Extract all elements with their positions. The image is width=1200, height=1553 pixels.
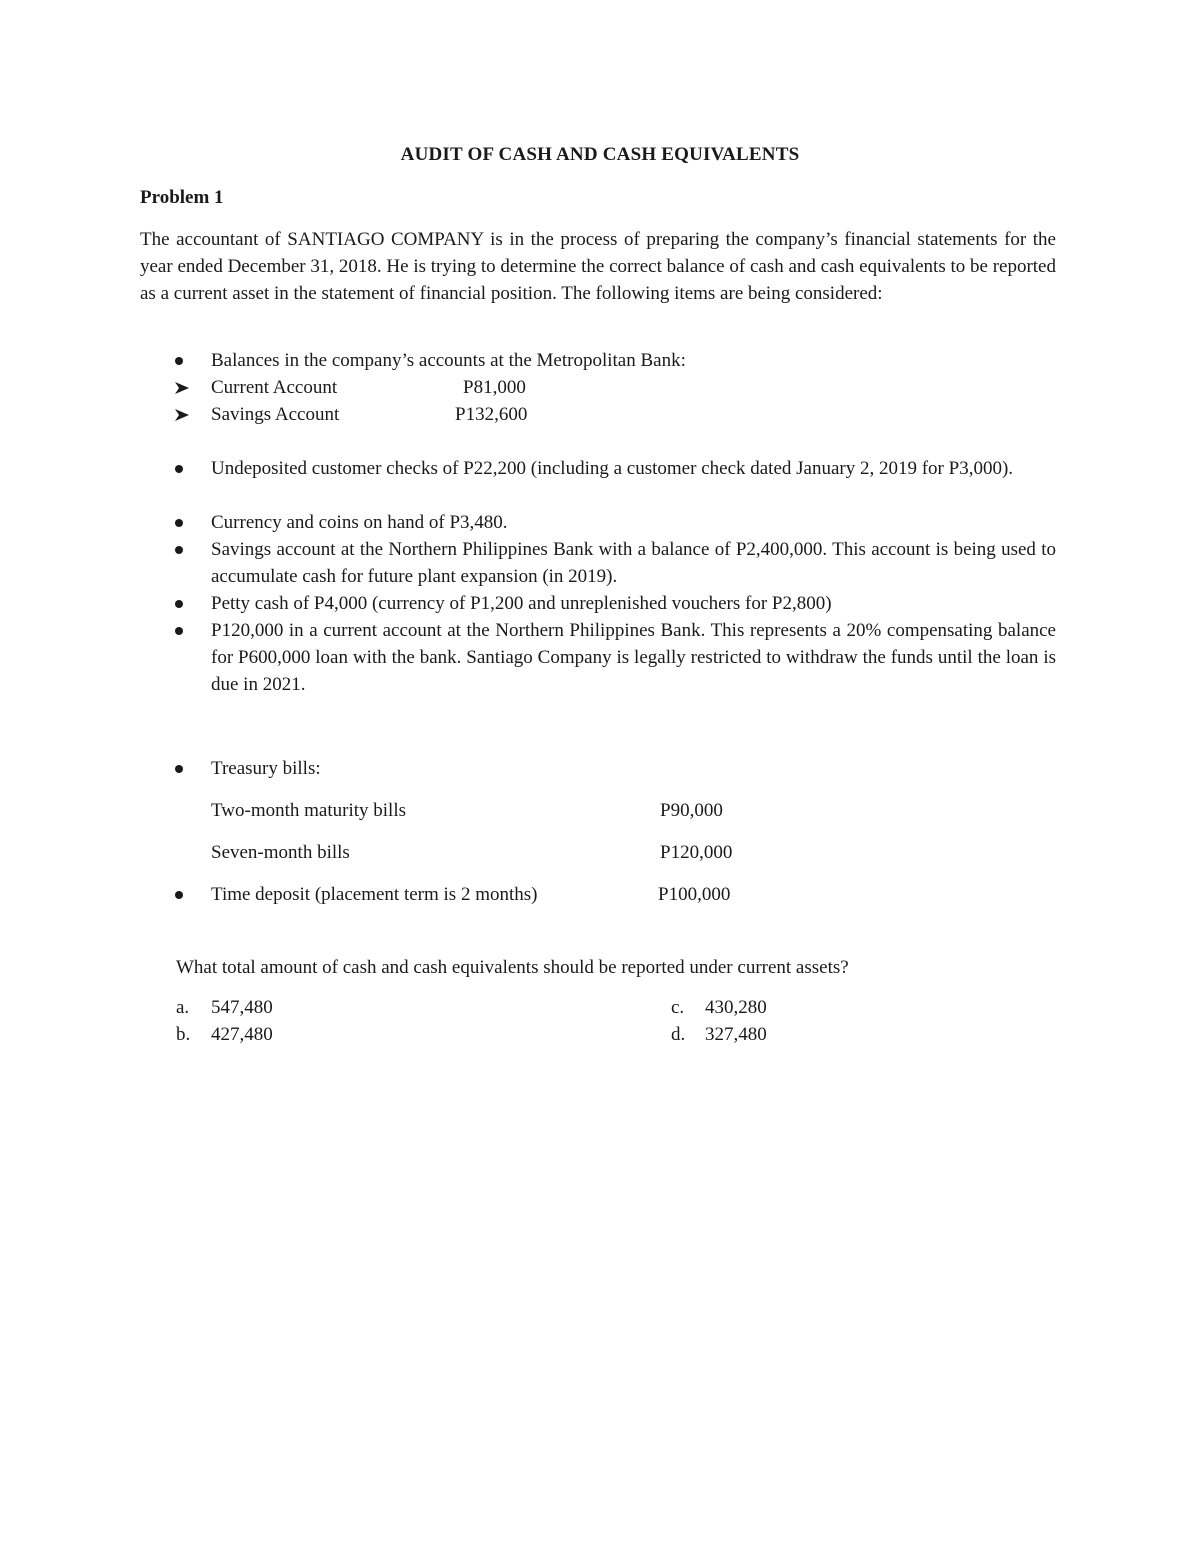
document-title: AUDIT OF CASH AND CASH EQUIVALENTS (400, 144, 800, 165)
bullet-icon (175, 600, 183, 608)
account-name: Savings Account (211, 404, 340, 425)
treasury-label: Treasury bills: (211, 758, 321, 779)
item-text: Savings account at the Northern Philippines Bank with a balance of P2,400,000. This account is being used to accumulate cash for future plant expansion (in 2019). (211, 539, 1056, 587)
bullet-icon (175, 546, 183, 554)
account-amount: P132,600 (455, 404, 528, 425)
item-text: Petty cash of P4,000 (currency of P1,200 and unreplenished vouchers for P2,800) (211, 593, 832, 614)
choice-row (0, 994, 1200, 1021)
list-item (0, 881, 1200, 908)
list-item (0, 590, 1200, 617)
time-deposit-amount: P100,000 (658, 884, 731, 905)
bill-amount: P120,000 (660, 842, 733, 863)
list-item (0, 755, 1200, 782)
metro-bank-label: Balances in the company’s accounts at the Metropolitan Bank: (211, 350, 686, 371)
account-name: Current Account (211, 377, 338, 398)
account-row (0, 401, 1200, 428)
choice-letter: c. (671, 997, 685, 1018)
choice-row (0, 1021, 1200, 1048)
bullet-icon (175, 357, 183, 365)
account-amount: P81,000 (463, 377, 526, 398)
list-item (0, 617, 1200, 698)
list-item (0, 509, 1200, 536)
choice-value: 327,480 (705, 1024, 767, 1045)
choice-value: 427,480 (211, 1024, 273, 1045)
item-text: P120,000 in a current account at the Northern Philippines Bank. This represents a 20% compensating balance for P600,000 loan with the bank. Santiago Company is legally restricted to withdraw the funds until the loan is due in 2021. (211, 620, 1056, 695)
choice-value: 430,280 (705, 997, 767, 1018)
intro-paragraph: The accountant of SANTIAGO COMPANY is in the process of preparing the company’s financial statements for the year ended December 31, 2018. He is trying to determine the correct balance of cash and cash equivalents to be reported as a current asset in the statement of financial position. The following items are being considered: (140, 229, 1056, 304)
choice-value: 547,480 (211, 997, 273, 1018)
bullet-icon (175, 465, 183, 473)
bullet-icon (175, 891, 183, 899)
bill-amount: P90,000 (660, 800, 723, 821)
choice-letter: b. (176, 1024, 191, 1045)
list-item (0, 347, 1200, 374)
account-row (0, 374, 1200, 401)
item-text: Undeposited customer checks of P22,200 (including a customer check dated January 2, 2019 for P3,000). (211, 458, 1014, 479)
bullet-icon (175, 519, 183, 527)
bill-name: Two-month maturity bills (211, 800, 406, 821)
bullet-icon (175, 765, 183, 773)
bill-name: Seven-month bills (211, 842, 350, 863)
bill-row (0, 797, 1200, 824)
time-deposit-label: Time deposit (placement term is 2 months) (211, 884, 538, 905)
bill-row (0, 839, 1200, 866)
problem-label: Problem 1 (140, 187, 224, 208)
arrow-bullet-icon (174, 380, 190, 396)
bullet-icon (175, 627, 183, 635)
arrow-bullet-icon (174, 407, 190, 423)
list-item (0, 455, 1200, 509)
choice-letter: a. (176, 997, 190, 1018)
choice-letter: d. (671, 1024, 686, 1045)
item-text: Currency and coins on hand of P3,480. (211, 512, 508, 533)
list-item (0, 536, 1200, 590)
question-text: What total amount of cash and cash equivalents should be reported under current assets? (176, 957, 849, 978)
